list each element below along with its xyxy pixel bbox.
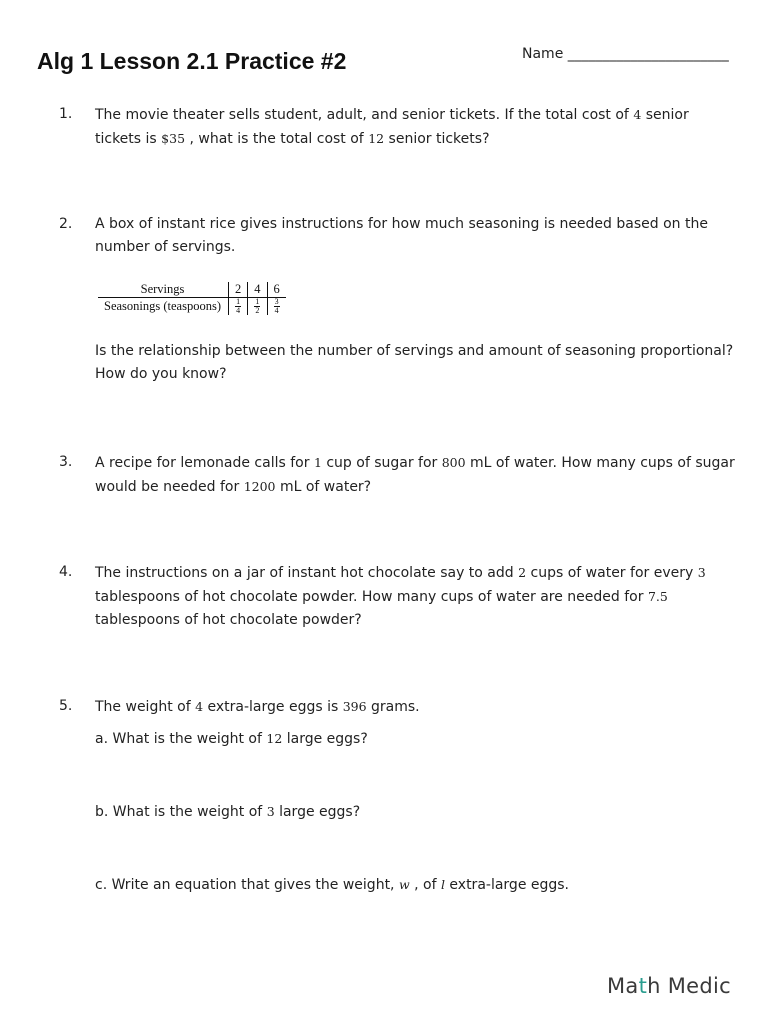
table-row	[98, 298, 286, 316]
name-field: Name _______________________	[522, 46, 729, 62]
table-cell	[248, 298, 267, 316]
worksheet-title: Alg 1 Lesson 2.1 Practice #2	[37, 48, 347, 74]
table-cell: 2	[229, 282, 248, 298]
question-text: The weight of 4 extra-large eggs is 396 grams.	[95, 699, 420, 715]
fraction: $\frac{1}{4}$	[236, 297, 241, 315]
question-number: 2.	[59, 216, 73, 232]
question-5b: b. What is the weight of 3 large eggs?	[95, 804, 361, 820]
table-header-cell: Servings	[98, 282, 229, 298]
question-number: 5.	[59, 698, 73, 714]
question-number: 4.	[59, 564, 73, 580]
question-text: The movie theater sells student, adult, and senior tickets. If the total cost of 4 senior tickets is $35 , what is the total cost of 12 senior tickets?	[95, 107, 689, 147]
question-number: 3.	[59, 454, 73, 470]
table-cell	[229, 298, 248, 316]
logo-accent-letter: t	[638, 974, 648, 998]
question-5a: a. What is the weight of 12 large eggs?	[95, 731, 368, 747]
question-2-follow-up: Is the relationship between the number of servings and amount of seasoning proportional? How do you know?	[95, 343, 734, 382]
table-header-cell: Seasonings (teaspoons)	[104, 299, 221, 313]
table-row	[98, 282, 286, 298]
table-cell: 6	[267, 282, 286, 298]
question-5c: c. Write an equation that gives the weight, w , of l extra-large eggs.	[95, 877, 570, 893]
servings-table	[98, 282, 286, 315]
math-medic-logo: Math Medic	[607, 974, 731, 998]
fraction: $\frac{3}{4}$	[274, 297, 279, 315]
question-text: The instructions on a jar of instant hot chocolate say to add 2 cups of water for every 3 tablespoons of hot chocolate powder. How many cups of water are needed for 7.5 tablespoons of hot chocolate powder?	[95, 565, 706, 628]
question-text: A box of instant rice gives instructions for how much seasoning is needed based on the number of servings.	[95, 216, 708, 255]
fraction: $\frac{1}{2}$	[255, 297, 260, 315]
question-number: 1.	[59, 106, 73, 122]
table-cell	[267, 298, 286, 316]
table-cell: 4	[248, 282, 267, 298]
question-text: A recipe for lemonade calls for 1 cup of sugar for 800 mL of water. How many cups of sugar would be needed for 1200 mL of water?	[95, 455, 735, 495]
